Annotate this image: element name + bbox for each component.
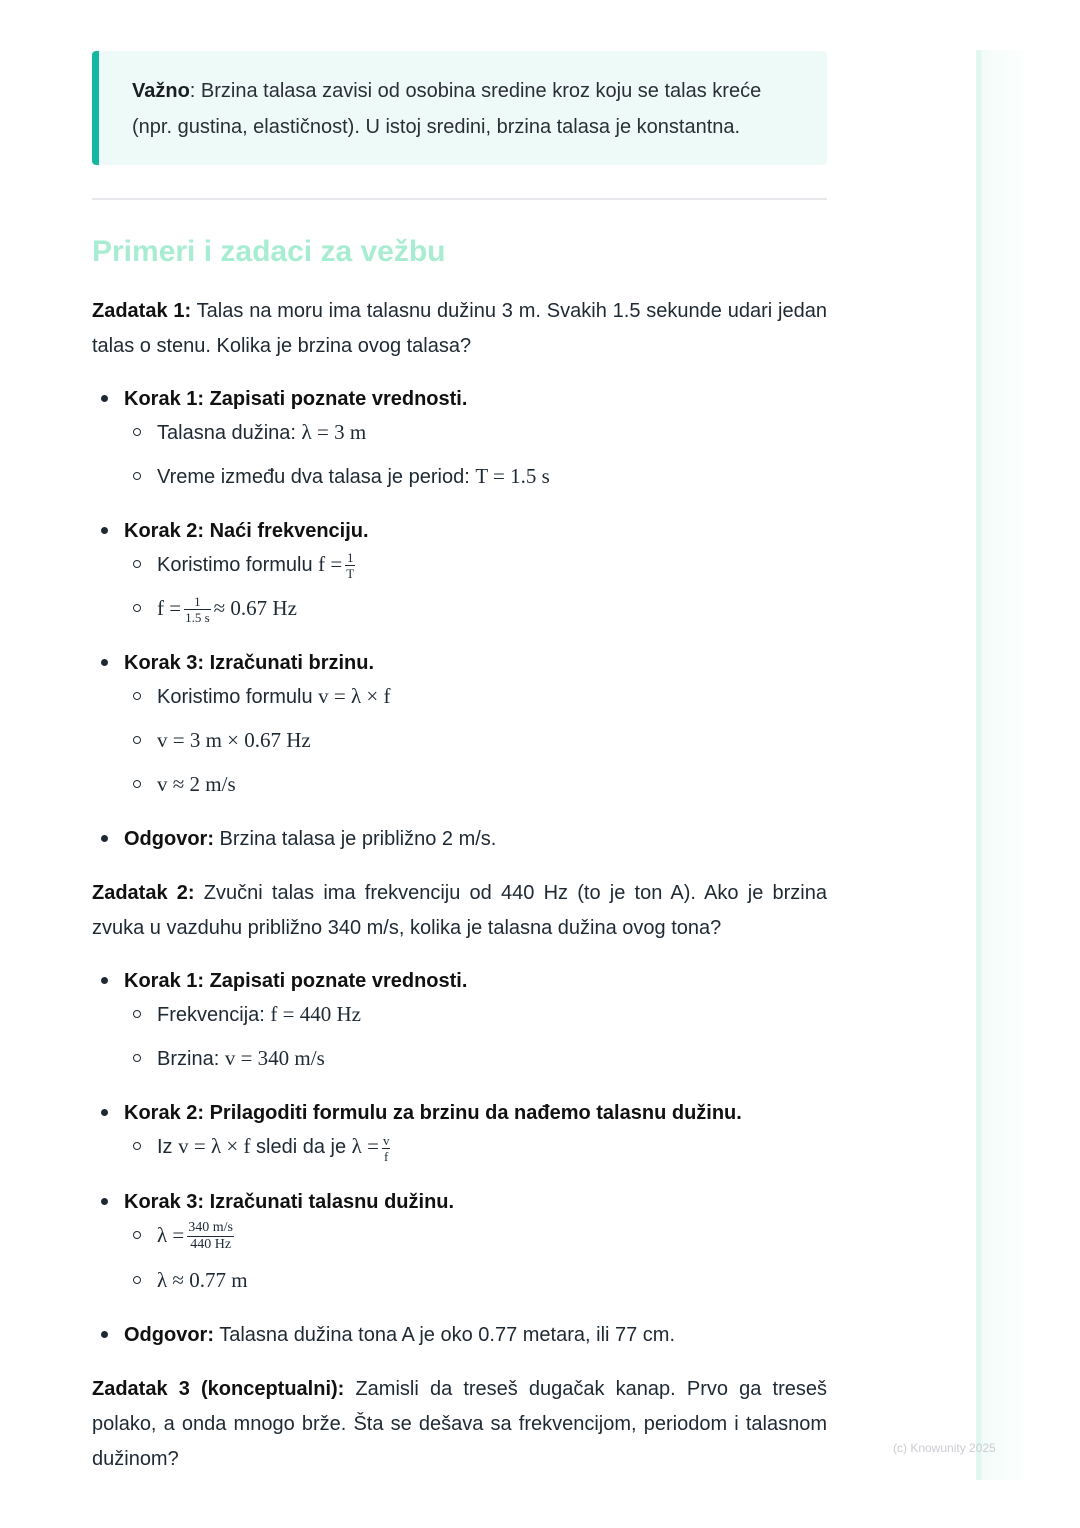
step-title: Korak 3: Izračunati brzinu. [124, 652, 375, 675]
math-expression: f = 440 Hz [270, 1002, 361, 1027]
task-3-text: Zamisli da treseš dugačak kanap. Prvo ga treseš polako, a onda mnogo brže. Šta se dešava sa frekvencijom, periodom i talasnom dužinom? [92, 1377, 827, 1470]
math-expression: v = 3 m × 0.67 Hz [157, 728, 311, 753]
sub-item-text: Iz [157, 1136, 179, 1159]
task-2-label: Zadatak 2: [92, 882, 195, 905]
sub-item-text: Vreme između dva talasa je period: [157, 466, 476, 488]
sub-item [124, 417, 827, 448]
step-sublist [124, 549, 827, 624]
math-expression: λ = [351, 1134, 379, 1159]
task-1-step-2 [92, 517, 827, 624]
sub-item [124, 549, 827, 580]
task-2-steps [92, 967, 827, 1348]
section-divider [92, 198, 827, 200]
sub-item [124, 461, 827, 492]
answer-text: Talasna dužina tona A je oko 0.77 metara, ili 77 cm. [214, 1323, 676, 1346]
math-expression: λ = 3 m [301, 420, 367, 444]
fraction-denominator: f [384, 1148, 389, 1164]
step-sublist [124, 999, 827, 1074]
sub-item [124, 1265, 827, 1296]
sub-item [124, 1220, 827, 1252]
step-title: Korak 1: Zapisati poznate vrednosti. [124, 970, 468, 993]
sub-item [124, 725, 827, 756]
answer-label: Odgovor: [124, 828, 214, 851]
sub-item [124, 593, 827, 624]
note-label: Važno [132, 80, 190, 102]
task-1-text: Talas na moru ima talasnu dužinu 3 m. Svakih 1.5 sekunde udari jedan talas o stenu. Kolika je brzina ovog talasa? [92, 300, 827, 357]
fraction-denominator: 440 Hz [190, 1236, 232, 1252]
math-expression: v = 340 m/s [224, 1046, 325, 1071]
math-expression: f = [318, 552, 343, 576]
fraction-numerator: 1 [346, 550, 354, 566]
math-expression: v = λ × f [318, 684, 391, 709]
task-1-step-1 [92, 385, 827, 492]
math-expression: T = 1.5 s [475, 464, 550, 488]
sub-item-text: Frekvencija: [157, 1004, 271, 1027]
math-expression: v = λ × f [178, 1134, 251, 1159]
section-title: Primeri i zadaci za vežbu [92, 235, 446, 268]
note-text: : Brzina talasa zavisi od osobina sredine kroz koju se talas kreće (npr. gustina, elastičnost). U istoj sredini, brzina talasa je konstantna. [132, 80, 762, 138]
step-title: Korak 3: Izračunati talasnu dužinu. [124, 1190, 455, 1213]
task-3-statement [92, 1372, 827, 1477]
fraction-denominator: T [346, 566, 355, 582]
fraction [184, 595, 211, 624]
step-sublist [124, 1131, 827, 1162]
sub-item-text: Koristimo formulu [157, 686, 319, 709]
task-1-statement [92, 294, 827, 364]
sub-item [124, 999, 827, 1030]
math-expression: λ = [157, 1222, 185, 1247]
task-1-steps [92, 385, 827, 853]
task-1-step-3 [92, 649, 827, 800]
step-title: Korak 2: Prilagoditi formulu za brzinu da nađemo talasnu dužinu. [124, 1102, 742, 1125]
math-expression: f = [157, 596, 182, 621]
task-1-label: Zadatak 1: [92, 300, 192, 322]
task-2-text: Zvučni talas ima frekvenciju od 440 Hz (to je ton A). Ako je brzina zvuka u vazduhu približno 340 m/s, kolika je talasna dužina ovog tona? [92, 882, 827, 940]
fraction [345, 551, 355, 580]
sub-item-text: Koristimo formulu [157, 554, 319, 576]
math-expression: ≈ 0.67 Hz [213, 596, 297, 621]
step-title: Korak 2: Naći frekvenciju. [124, 520, 369, 542]
task-2-step-3 [92, 1188, 827, 1296]
fraction-numerator: 1 [184, 595, 211, 610]
step-sublist [124, 1220, 827, 1296]
sub-item-text: sledi da je [250, 1136, 352, 1159]
sub-item [124, 1131, 827, 1162]
task-2-step-1 [92, 967, 827, 1074]
answer-label: Odgovor: [124, 1323, 214, 1346]
important-note-box [92, 51, 827, 165]
task-2-statement [92, 876, 827, 946]
math-expression: v ≈ 2 m/s [157, 772, 236, 797]
sub-item-text: Talasna dužina: [157, 422, 302, 444]
answer-text: Brzina talasa je približno 2 m/s. [214, 828, 497, 851]
task-2-answer [92, 1321, 827, 1349]
sub-item [124, 769, 827, 800]
step-title: Korak 1: Zapisati poznate vrednosti. [124, 388, 468, 410]
sub-item [124, 681, 827, 712]
math-expression: λ ≈ 0.77 m [157, 1267, 248, 1292]
sub-item-text: Brzina: [157, 1048, 225, 1071]
task-2-step-2 [92, 1099, 827, 1162]
sub-item [124, 1043, 827, 1074]
fraction-numerator: v [382, 1132, 390, 1148]
step-sublist [124, 417, 827, 492]
fraction [187, 1221, 234, 1252]
task-3-label: Zadatak 3 (konceptualni): [92, 1377, 345, 1400]
task-1-answer [92, 825, 827, 853]
copyright-text: (c) Knowunity 2025 [893, 1441, 996, 1455]
step-sublist [124, 681, 827, 800]
page-side-strip [976, 50, 1032, 1480]
fraction-denominator: 1.5 s [185, 610, 210, 626]
fraction [382, 1134, 391, 1163]
fraction-numerator: 340 m/s [188, 1219, 234, 1235]
document-content [92, 51, 827, 1477]
